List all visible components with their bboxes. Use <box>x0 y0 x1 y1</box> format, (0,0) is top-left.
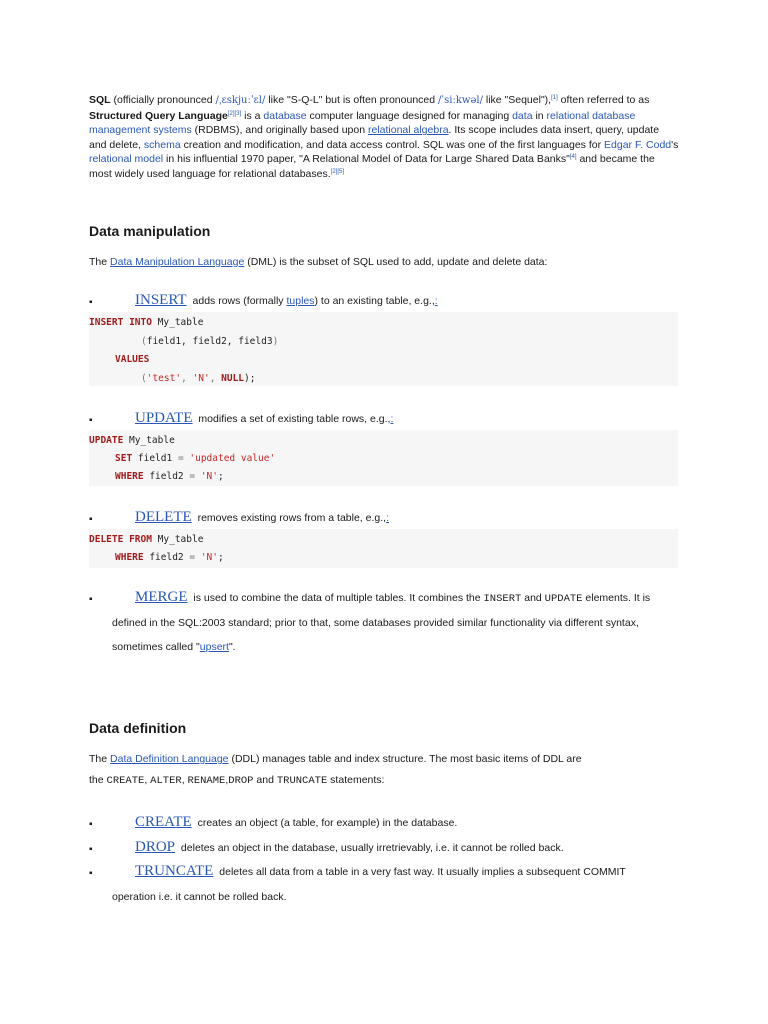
link-eg[interactable]: : <box>390 413 394 425</box>
sql-punct: ( <box>141 336 147 347</box>
merge-desc: and <box>521 592 545 604</box>
sql-string: 'N' <box>195 552 218 563</box>
bullet: ▪ <box>89 415 93 426</box>
bullet: ▪ <box>89 844 93 855</box>
ddl-intro-text: (DDL) manages table and index structure. The most basic items of DDL are <box>228 753 582 765</box>
link-update[interactable]: UPDATE <box>135 410 193 426</box>
intro-text: 's <box>671 138 679 151</box>
code-line <box>115 354 149 365</box>
sql-identifier: field1, field2, field3 <box>146 336 273 347</box>
intro-text: is a <box>241 109 264 122</box>
sql-identifier: My_table <box>123 435 175 446</box>
sql-term: SQL <box>89 94 111 106</box>
code-line <box>141 336 278 347</box>
sql-string: 'N' <box>192 373 210 384</box>
sql-keyword: INTO <box>129 317 152 328</box>
sql-punct: ; <box>218 552 224 563</box>
merge-line-2: defined in the SQL:2003 standard; prior to that, some databases provided similar functionality via different syntax, <box>112 617 639 629</box>
keyword-truncate: TRUNCATE <box>276 775 328 787</box>
sql-keyword: WHERE <box>115 552 144 563</box>
link-schema[interactable]: schema <box>143 138 181 151</box>
create-desc: creates an object (a table, for example) in the database. <box>194 817 458 829</box>
link-create[interactable]: CREATE <box>135 814 192 830</box>
ddl-intro-text: statements: <box>327 774 385 786</box>
sql-keyword: NULL <box>221 373 245 384</box>
sql-string: 'N' <box>195 471 218 482</box>
code-block-update <box>89 430 678 486</box>
bullet: ▪ <box>89 594 93 605</box>
intro-text: in <box>532 109 547 122</box>
citation-4[interactable]: [4] <box>569 154 577 161</box>
merge-update-keyword: UPDATE <box>544 593 583 605</box>
truncate-desc: deletes all data from a table in a very fast way. It usually implies a subsequent COMMIT <box>216 866 626 878</box>
sql-string: 'test' <box>146 373 182 384</box>
intro-text: in his influential 1970 paper, "A Relational Model of Data for Large Shared Data Banks" <box>163 153 570 166</box>
bullet: ▪ <box>89 819 93 830</box>
sql-keyword: DELETE <box>89 534 124 545</box>
ipa-pronunciation-2[interactable]: /ˈsiːkwəl/ <box>438 95 483 106</box>
code-line <box>89 317 203 328</box>
drop-item <box>135 839 564 856</box>
ipa-pronunciation-1[interactable]: /ˌɛskjuːˈɛl/ <box>215 95 266 106</box>
sql-string: 'updated value' <box>183 453 276 464</box>
link-edgar-codd[interactable]: Edgar F. Codd <box>604 138 672 151</box>
merge-insert-keyword: INSERT <box>483 593 522 605</box>
intro-text: computer language designed for managing <box>306 109 513 122</box>
truncate-line-2: operation i.e. it cannot be rolled back. <box>112 891 287 903</box>
intro-text: often referred to as <box>557 94 650 106</box>
sql-keyword: SET <box>115 453 133 464</box>
ddl-intro-text: , <box>181 774 188 786</box>
sql-identifier: field1 <box>132 453 178 464</box>
intro-paragraph <box>89 93 679 182</box>
ddl-intro-text: The <box>89 753 111 765</box>
heading-data-definition: Data definition <box>89 720 187 736</box>
sql-keyword: VALUES <box>115 354 150 365</box>
heading-data-manipulation: Data manipulation <box>89 223 211 239</box>
sql-operator: = <box>189 552 196 563</box>
merge-desc: ". <box>228 641 236 653</box>
structured-query-language-term: Structured Query Language <box>89 109 228 122</box>
merge-line-3 <box>112 641 236 653</box>
link-ddl[interactable]: Data Definition Language <box>110 753 229 765</box>
sql-punct: ) <box>272 336 279 347</box>
code-block-delete <box>89 529 678 568</box>
citation-1[interactable]: [1] <box>551 95 558 101</box>
sql-keyword: WHERE <box>115 471 144 482</box>
dml-intro <box>89 256 547 268</box>
link-drop[interactable]: DROP <box>135 839 176 855</box>
sql-operator: = <box>189 471 196 482</box>
dml-intro-text: The <box>89 256 111 268</box>
sql-punct: ( <box>141 373 147 384</box>
update-desc: modifies a set of existing table rows, e.g., <box>195 413 391 425</box>
link-truncate[interactable]: TRUNCATE <box>135 863 214 879</box>
ddl-intro-text: , <box>144 774 151 786</box>
truncate-item <box>135 863 626 880</box>
link-delete[interactable]: DELETE <box>135 509 192 525</box>
link-dml[interactable]: Data Manipulation Language <box>110 256 245 268</box>
intro-text: and became the most widely used language for relational databases. <box>89 153 655 180</box>
link-rdbms[interactable]: relational database management systems <box>89 109 636 137</box>
bullet: ▪ <box>89 868 93 879</box>
intro-text: . Its scope includes data insert, query, update and delete, <box>89 124 660 151</box>
sql-identifier: field2 <box>143 552 190 563</box>
citation-2-5[interactable]: [2][5] <box>330 168 344 175</box>
ddl-intro-text: , <box>225 774 229 786</box>
insert-item <box>135 292 438 309</box>
code-line <box>141 373 255 384</box>
keyword-create: CREATE <box>106 775 145 787</box>
sql-keyword: FROM <box>129 534 152 545</box>
sql-keyword: UPDATE <box>89 435 124 446</box>
ddl-intro-text: and <box>253 774 277 786</box>
merge-desc: elements. It is <box>582 592 651 604</box>
sql-identifier: My_table <box>151 534 204 545</box>
link-upsert[interactable]: upsert <box>199 641 229 653</box>
intro-text: like "Sequel"), <box>482 94 552 106</box>
sql-identifier: My_table <box>151 317 204 328</box>
code-line <box>89 435 175 446</box>
code-line <box>115 453 275 464</box>
link-relational-model[interactable]: relational model <box>89 153 164 166</box>
link-database[interactable]: database <box>263 109 307 122</box>
merge-desc: is used to combine the data of multiple tables. It combines the <box>190 592 484 604</box>
sql-punct: , <box>181 373 193 384</box>
link-data[interactable]: data <box>512 109 533 122</box>
sql-punct: ); <box>244 373 256 384</box>
code-line <box>115 471 224 482</box>
update-item <box>135 410 393 427</box>
keyword-drop: DROP <box>228 775 254 787</box>
intro-text: (officially pronounced <box>110 94 216 106</box>
link-insert[interactable]: INSERT <box>135 292 187 308</box>
intro-text: creation and modification, and data access control. SQL was one of the first languages for <box>180 138 605 151</box>
ddl-intro-text: the <box>89 774 107 786</box>
sql-punct: , <box>209 373 222 384</box>
citation-2-3[interactable]: [2][3] <box>227 110 242 117</box>
code-line <box>89 534 203 545</box>
delete-item <box>135 509 389 526</box>
drop-desc: deletes an object in the database, usually irretrievably, i.e. it cannot be rolled back. <box>178 842 564 854</box>
link-eg[interactable]: : <box>434 295 438 307</box>
keyword-rename: RENAME <box>187 775 226 787</box>
code-block-insert <box>89 312 678 386</box>
merge-item <box>135 589 650 606</box>
delete-desc: removes existing rows from a table, e.g., <box>194 512 387 524</box>
sql-punct: ; <box>218 471 224 482</box>
ddl-intro-line-2 <box>89 774 384 787</box>
link-tuples[interactable]: tuples <box>286 295 315 307</box>
link-merge[interactable]: MERGE <box>135 589 188 605</box>
sql-operator: = <box>177 453 184 464</box>
sql-identifier: field2 <box>143 471 190 482</box>
code-line <box>115 552 224 563</box>
insert-desc: adds rows (formally <box>189 295 287 307</box>
sql-keyword: INSERT <box>89 317 124 328</box>
ddl-intro-line-1 <box>89 753 582 765</box>
intro-text: like "S-Q-L" but is often pronounced <box>265 94 439 106</box>
bullet: ▪ <box>89 514 93 525</box>
link-eg[interactable]: : <box>386 512 389 524</box>
insert-desc: ) to an existing table, e.g., <box>314 295 435 307</box>
link-relational-algebra[interactable]: relational algebra <box>367 124 449 137</box>
keyword-alter: ALTER <box>150 775 182 787</box>
intro-text: (RDBMS), and originally based upon <box>191 124 368 137</box>
bullet: ▪ <box>89 297 93 308</box>
merge-desc: sometimes called " <box>112 641 200 653</box>
dml-intro-text: (DML) is the subset of SQL used to add, update and delete data: <box>244 256 548 268</box>
create-item <box>135 814 457 831</box>
